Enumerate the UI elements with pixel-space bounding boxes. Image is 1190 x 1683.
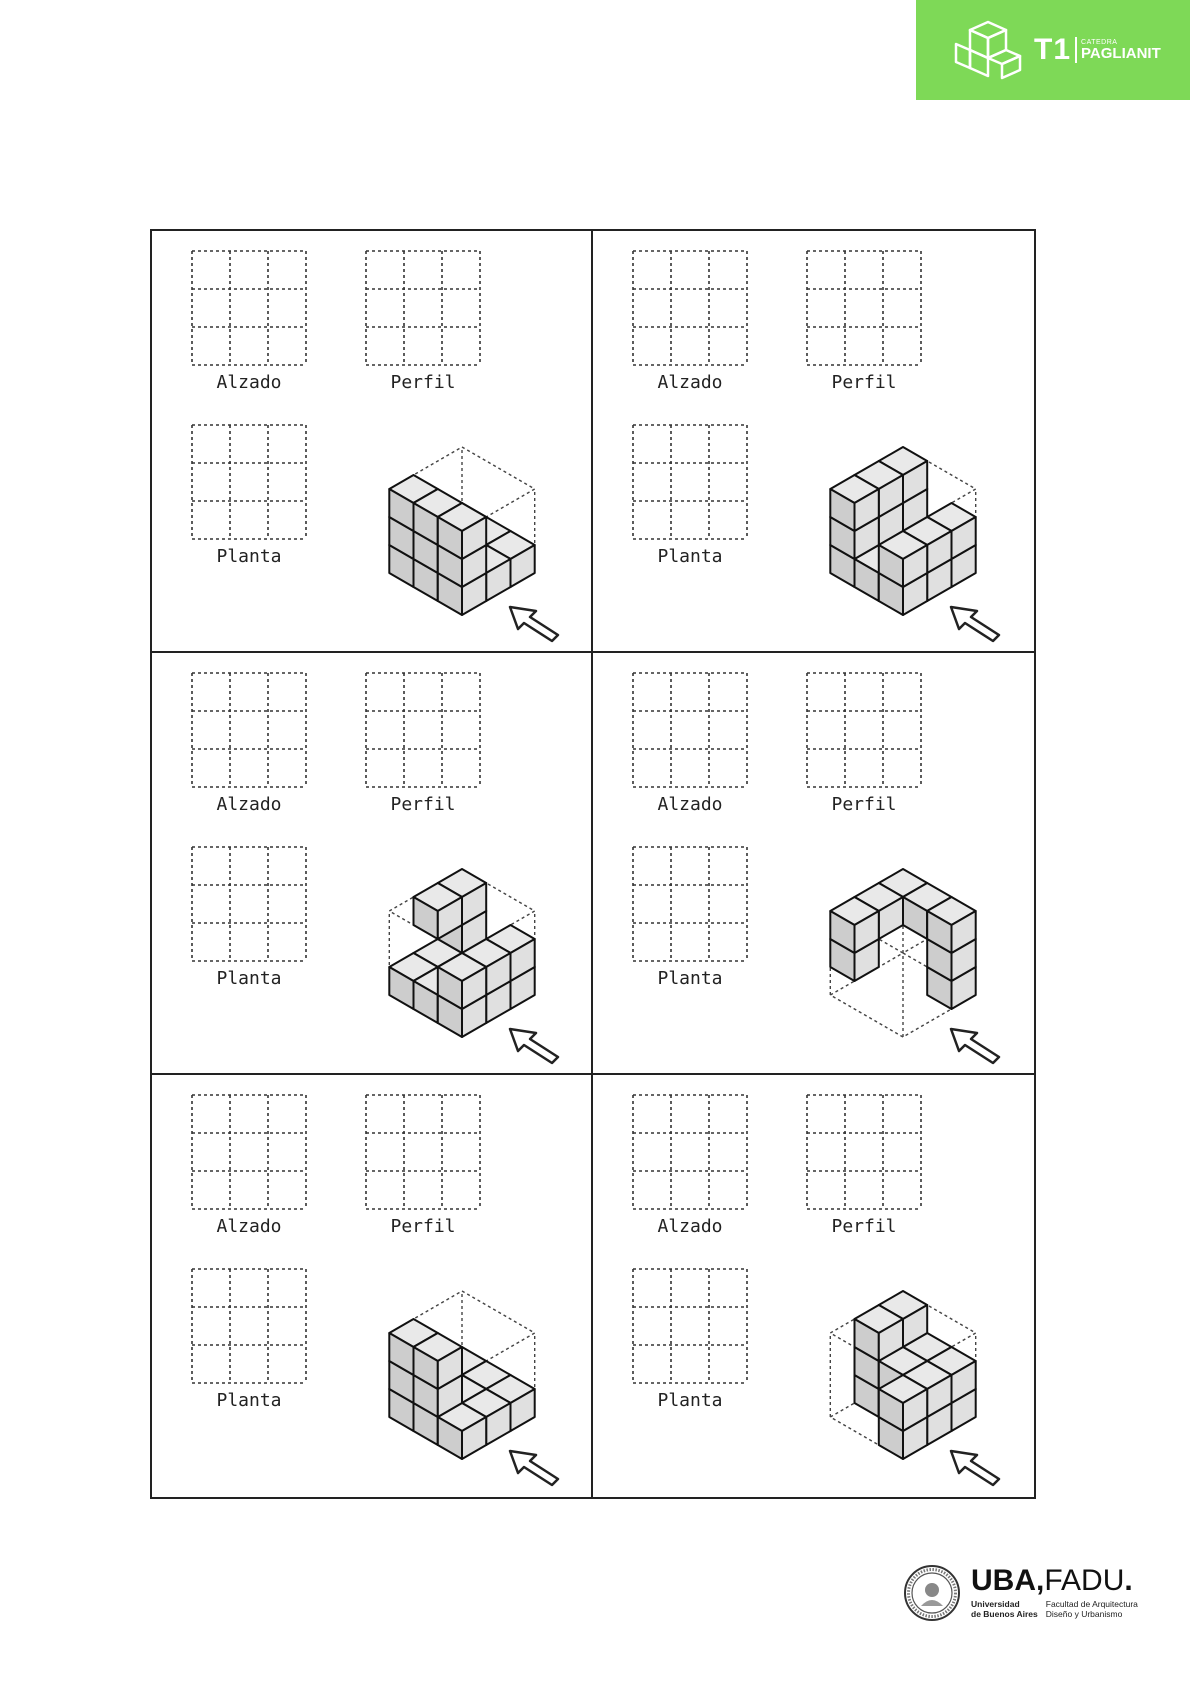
perfil-grid[interactable] — [364, 249, 482, 367]
brand-code: T1 — [1034, 33, 1072, 66]
brand-text — [1034, 33, 1161, 67]
perfil-grid[interactable] — [805, 249, 923, 367]
uba-subtitle — [971, 1600, 1138, 1620]
brand-small-label: CATEDRA — [1081, 39, 1118, 46]
alzado-grid[interactable] — [631, 249, 749, 367]
faculty-name — [1046, 1600, 1138, 1620]
alzado-label: Alzado — [657, 1216, 723, 1237]
university-line-2: de Buenos Aires — [971, 1609, 1038, 1619]
planta-label: Planta — [216, 1390, 282, 1411]
view-direction-arrow-icon — [506, 601, 562, 645]
view-direction-arrow-icon — [506, 1023, 562, 1067]
perfil-label: Perfil — [390, 372, 456, 393]
planta-grid[interactable] — [631, 423, 749, 541]
planta-label: Planta — [657, 968, 723, 989]
exercise-3 — [152, 653, 593, 1075]
perfil-grid[interactable] — [364, 671, 482, 789]
exercise-5 — [152, 1075, 593, 1497]
uba-text-block — [971, 1566, 1138, 1620]
alzado-label: Alzado — [216, 1216, 282, 1237]
planta-label: Planta — [657, 546, 723, 567]
university-seal-icon — [903, 1564, 961, 1622]
alzado-label: Alzado — [657, 794, 723, 815]
perfil-label: Perfil — [831, 794, 897, 815]
planta-grid[interactable] — [190, 423, 308, 541]
fadu-wordmark: FADU — [1044, 1564, 1125, 1598]
uba-wordmark: UBA — [971, 1564, 1036, 1598]
planta-grid[interactable] — [631, 1267, 749, 1385]
faculty-line-1: Facultad de Arquitectura — [1045, 1599, 1138, 1610]
planta-grid[interactable] — [631, 845, 749, 963]
alzado-label: Alzado — [216, 794, 282, 815]
view-direction-arrow-icon — [947, 1023, 1003, 1067]
alzado-label: Alzado — [657, 372, 723, 393]
planta-label: Planta — [216, 968, 282, 989]
alzado-label: Alzado — [216, 372, 282, 393]
perfil-grid[interactable] — [805, 1093, 923, 1211]
faculty-line-2: Diseño y Urbanismo — [1045, 1609, 1123, 1619]
view-direction-arrow-icon — [947, 601, 1003, 645]
planta-grid[interactable] — [190, 845, 308, 963]
perfil-label: Perfil — [831, 1216, 897, 1237]
brand-name-stack — [1081, 39, 1161, 61]
planta-label: Planta — [657, 1390, 723, 1411]
brand-badge — [916, 0, 1190, 100]
perfil-grid[interactable] — [805, 671, 923, 789]
exercise-1 — [152, 231, 593, 653]
view-direction-arrow-icon — [506, 1445, 562, 1489]
exercise-4 — [593, 653, 1034, 1075]
alzado-grid[interactable] — [631, 671, 749, 789]
alzado-grid[interactable] — [190, 249, 308, 367]
university-line-1: Universidad — [971, 1599, 1020, 1610]
brand-separator — [1075, 37, 1077, 63]
exercise-6 — [593, 1075, 1034, 1497]
uba-fadu-title: UBA,FADU. — [971, 1564, 1133, 1598]
alzado-grid[interactable] — [190, 1093, 308, 1211]
cubes-logo-icon — [954, 18, 1022, 82]
alzado-grid[interactable] — [631, 1093, 749, 1211]
perfil-label: Perfil — [390, 1216, 456, 1237]
brand-name: PAGLIANIT — [1081, 45, 1161, 62]
planta-label: Planta — [216, 546, 282, 567]
perfil-label: Perfil — [831, 372, 897, 393]
planta-grid[interactable] — [190, 1267, 308, 1385]
university-name — [971, 1600, 1038, 1620]
view-direction-arrow-icon — [947, 1445, 1003, 1489]
perfil-grid[interactable] — [364, 1093, 482, 1211]
perfil-label: Perfil — [390, 794, 456, 815]
alzado-grid[interactable] — [190, 671, 308, 789]
exercise-2 — [593, 231, 1034, 653]
uba-fadu-logo — [903, 1562, 1153, 1624]
worksheet — [150, 229, 1036, 1499]
